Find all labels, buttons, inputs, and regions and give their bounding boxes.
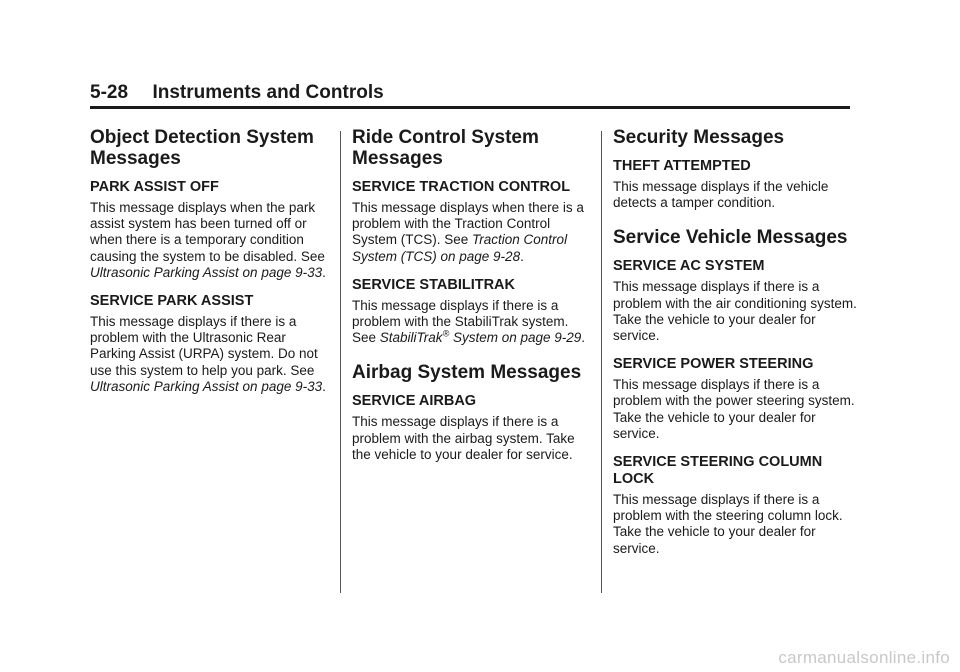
period: . — [520, 248, 524, 264]
reference-link-ultrasonic-parking-assist-2[interactable]: Ultrasonic Parking Assist on page 9-33 — [90, 378, 323, 394]
heading-security: Security Messages — [613, 127, 785, 148]
column-divider-2 — [601, 131, 602, 593]
page-header — [90, 82, 850, 109]
subheading-service-park-assist: SERVICE PARK ASSIST — [90, 293, 254, 310]
subheading-service-ac-system: SERVICE AC SYSTEM — [613, 258, 765, 275]
paragraph-park-assist-off — [90, 200, 328, 281]
paragraph-service-steering-column-lock: This message displays if there is a problem with the steering column lock. Take the vehicle to your dealer for service. — [613, 492, 843, 556]
ref-part-a: StabiliTrak — [379, 330, 443, 346]
paragraph-theft-attempted: This message displays if the vehicle detects a tamper condition. — [613, 179, 829, 211]
paragraph-service-park-assist — [90, 314, 328, 395]
subheading-service-airbag: SERVICE AIRBAG — [352, 393, 477, 410]
paragraph-service-airbag: This message displays if there is a problem with the airbag system. Take the vehicle to your dealer for service. — [352, 414, 575, 462]
period: . — [322, 378, 326, 394]
section-title: Instruments and Controls — [152, 82, 384, 103]
reference-link-stabilitrak[interactable] — [380, 330, 582, 345]
body-text: This message displays when the park assist system has been turned off or when there is a temporary condition causing the system to be disabled. See — [90, 200, 325, 264]
subheading-park-assist-off: PARK ASSIST OFF — [90, 179, 219, 195]
heading-object-detection: Object Detection System Messages — [90, 127, 314, 169]
column-3 — [613, 127, 863, 565]
column-divider-1 — [340, 131, 341, 593]
subheading-service-stabilitrak: SERVICE STABILITRAK — [352, 276, 516, 293]
subheading-service-power-steering: SERVICE POWER STEERING — [613, 356, 814, 373]
subheading-theft-attempted: THEFT ATTEMPTED — [613, 158, 751, 174]
period: . — [581, 330, 586, 346]
paragraph-service-traction-control — [352, 200, 592, 265]
column-1 — [90, 127, 328, 403]
paragraph-service-stabilitrak — [352, 298, 592, 347]
reference-link-ultrasonic-parking-assist[interactable]: Ultrasonic Parking Assist on page 9-33 — [90, 264, 323, 280]
reference-link-traction-control[interactable]: Traction Control System (TCS) on page 9-28 — [352, 232, 568, 264]
period: . — [322, 264, 326, 280]
watermark: carmanualsonline.info — [778, 648, 950, 667]
body-text: This message displays when there is a problem with the Traction Control System (TCS). See — [352, 200, 584, 248]
paragraph-service-ac-system: This message displays if there is a problem with the air conditioning system. Take the vehicle to your dealer for service. — [613, 279, 857, 344]
registered-mark: ® — [442, 328, 450, 339]
heading-service-vehicle: Service Vehicle Messages — [613, 227, 848, 249]
heading-airbag: Airbag System Messages — [352, 362, 582, 384]
page-number: 5-28 — [90, 82, 129, 103]
subheading-service-traction-control: SERVICE TRACTION CONTROL — [352, 179, 571, 195]
body-text: This message displays if there is a problem with the Ultrasonic Rear Parking Assist (URPA) system. Do not use this system to help you park. See — [90, 314, 318, 378]
body-text: This message displays if there is a problem with the StabiliTrak system. See — [352, 297, 569, 346]
column-2 — [352, 127, 592, 471]
heading-ride-control: Ride Control System Messages — [352, 127, 539, 169]
ref-part-b: System on page 9-29 — [449, 330, 582, 346]
paragraph-service-power-steering: This message displays if there is a problem with the power steering system. Take the vehicle to your dealer for service. — [613, 377, 855, 441]
subheading-service-steering-column-lock: SERVICE STEERING COLUMN LOCK — [613, 454, 823, 488]
